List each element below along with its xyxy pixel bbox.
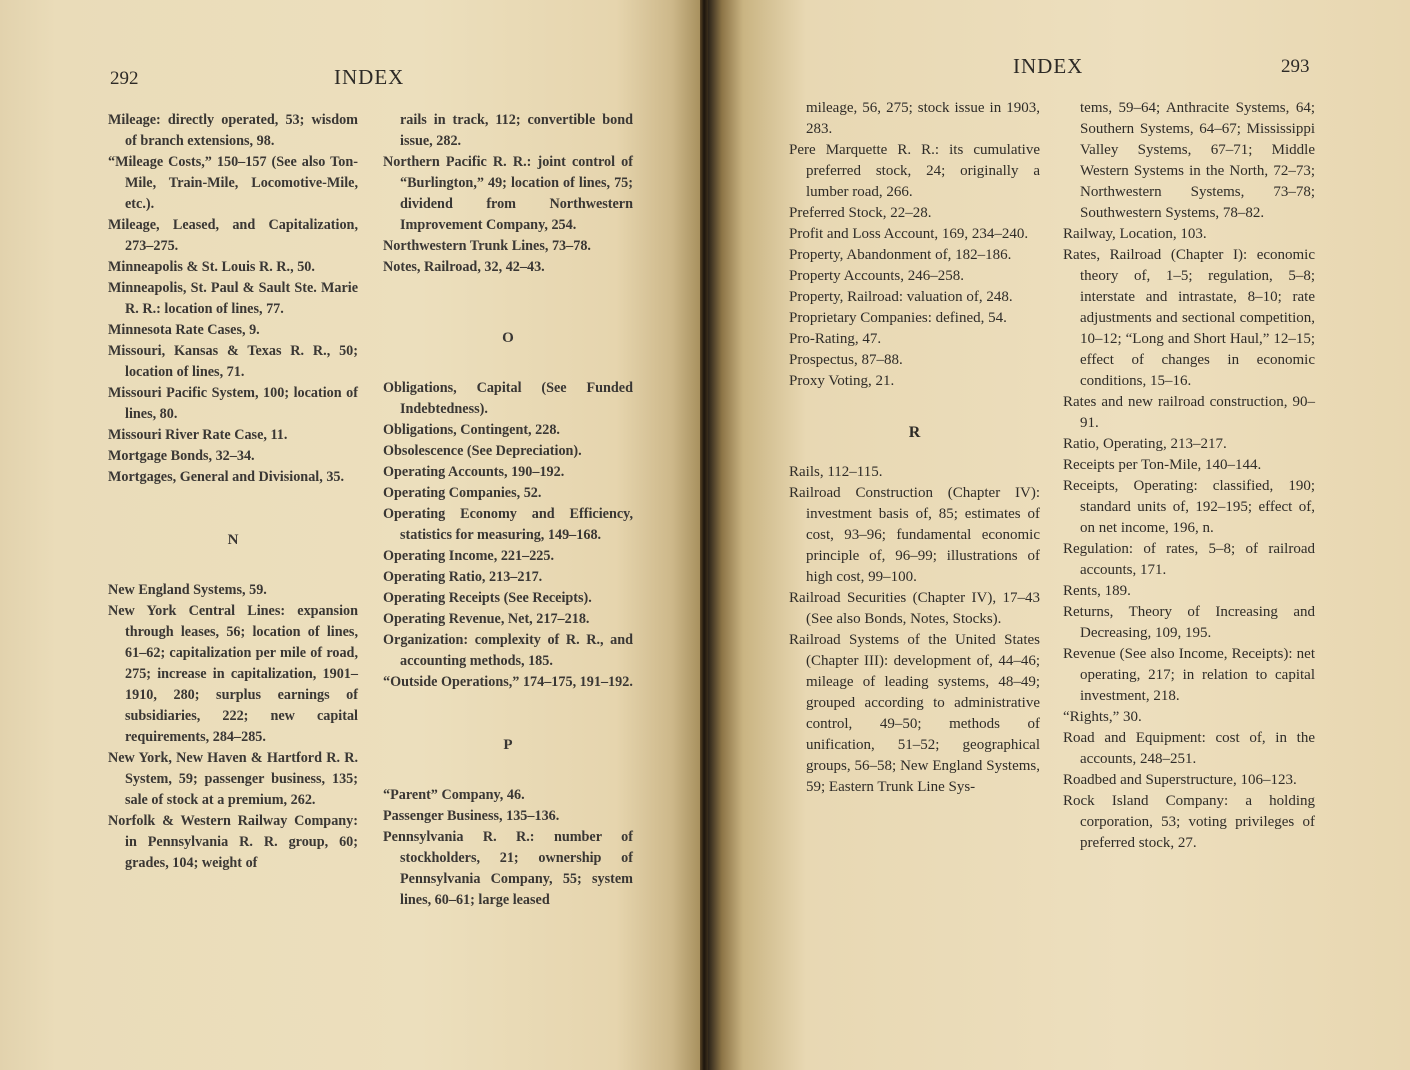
index-entry: Proxy Voting, 21. bbox=[789, 373, 895, 389]
index-entry-continued: tems, 59–64; Anthracite Systems, 64; Southern Systems, 64–67; Mississippi Valley Systems, 67–71; Middle Western Systems in the North, 72–73; Northwestern Systems, 73–78; Southwestern Systems, 78–82. bbox=[1080, 100, 1315, 221]
index-entry: Notes, Railroad, 32, 42–43. bbox=[383, 259, 545, 275]
index-entry: Receipts per Ton-Mile, 140–144. bbox=[1063, 457, 1262, 473]
index-entry: Preferred Stock, 22–28. bbox=[789, 205, 932, 221]
index-entry: Railroad Construction (Chapter IV): investment basis of, 85; estimates of cost, 93–96; fundamental economic principle of, 96–99; illustrations of high cost, 99–100. bbox=[789, 485, 1040, 585]
index-entry: Property, Abandonment of, 182–186. bbox=[789, 247, 1012, 263]
index-entry: “Parent” Company, 46. bbox=[383, 787, 525, 803]
index-entry: Operating Receipts (See Receipts). bbox=[383, 590, 592, 606]
index-entry: Operating Companies, 52. bbox=[383, 485, 542, 501]
index-entry: Obsolescence (See Depreciation). bbox=[383, 443, 582, 459]
index-entry: Pennsylvania R. R.: number of stockholders, 21; ownership of Pennsylvania Company, 55; system lines, 60–61; large leased bbox=[383, 829, 633, 908]
index-column-right-2 bbox=[1063, 98, 1315, 854]
index-column-left-1 bbox=[108, 110, 358, 874]
index-entry: “Outside Operations,” 174–175, 191–192. bbox=[383, 674, 633, 690]
index-entry: Passenger Business, 135–136. bbox=[383, 808, 560, 824]
index-entry: “Rights,” 30. bbox=[1063, 709, 1142, 725]
index-entry: Rates and new railroad construction, 90–91. bbox=[1063, 394, 1315, 431]
section-letter-n: N bbox=[227, 532, 239, 548]
section-letter-o: O bbox=[502, 330, 514, 346]
index-entry: Returns, Theory of Increasing and Decreasing, 109, 195. bbox=[1063, 604, 1315, 641]
index-entry: Rents, 189. bbox=[1063, 583, 1131, 599]
index-entry: Roadbed and Superstructure, 106–123. bbox=[1063, 772, 1297, 788]
index-entry: Profit and Loss Account, 169, 234–240. bbox=[789, 226, 1029, 242]
index-entry: Property, Railroad: valuation of, 248. bbox=[789, 289, 1013, 305]
index-entry: Operating Ratio, 213–217. bbox=[383, 569, 543, 585]
index-entry: “Mileage Costs,” 150–157 (See also Ton-Mile, Train-Mile, Locomotive-Mile, etc.). bbox=[108, 154, 358, 212]
index-entry: Operating Accounts, 190–192. bbox=[383, 464, 565, 480]
page-number: 293 bbox=[1281, 56, 1310, 77]
index-entry: Northwestern Trunk Lines, 73–78. bbox=[383, 238, 591, 254]
index-entry: Railway, Location, 103. bbox=[1063, 226, 1207, 242]
index-entry: Rock Island Company: a holding corporation, 53; voting privileges of preferred stock, 27. bbox=[1063, 793, 1315, 851]
index-entry: Organization: complexity of R. R., and accounting methods, 185. bbox=[383, 632, 633, 669]
index-entry: Missouri River Rate Case, 11. bbox=[108, 427, 288, 443]
index-entry: Revenue (See also Income, Receipts): net operating, 217; in relation to capital investment, 218. bbox=[1063, 646, 1315, 704]
index-entry: Pro-Rating, 47. bbox=[789, 331, 882, 347]
index-entry: Pere Marquette R. R.: its cumulative preferred stock, 24; originally a lumber road, 266. bbox=[789, 142, 1040, 200]
index-entry: Mortgage Bonds, 32–34. bbox=[108, 448, 255, 464]
section-letter-r: R bbox=[908, 424, 921, 441]
index-entry: New York Central Lines: expansion through leases, 56; location of lines, 61–62; capitalization per mile of road, 275; increase in capitalization, 1901–1910, 280; surplus earnings of subsidiaries, 222; new capital requirements, 284–285. bbox=[108, 603, 358, 745]
index-entry: Operating Income, 221–225. bbox=[383, 548, 555, 564]
index-column-right-1 bbox=[789, 98, 1040, 798]
index-entry-continued: mileage, 56, 275; stock issue in 1903, 283. bbox=[806, 100, 1040, 137]
running-title: INDEX bbox=[334, 65, 405, 89]
index-entry: Prospectus, 87–88. bbox=[789, 352, 903, 368]
running-title: INDEX bbox=[1013, 54, 1084, 78]
index-entry: Mileage, Leased, and Capitalization, 273–275. bbox=[108, 217, 358, 254]
index-entry: Missouri Pacific System, 100; location of lines, 80. bbox=[108, 385, 358, 422]
index-entry: Mileage: directly operated, 53; wisdom of branch extensions, 98. bbox=[108, 112, 358, 149]
index-entry: Missouri, Kansas & Texas R. R., 50; location of lines, 71. bbox=[108, 343, 358, 380]
index-entry: Mortgages, General and Divisional, 35. bbox=[108, 469, 345, 485]
index-entry: Northern Pacific R. R.: joint control of “Burlington,” 49; location of lines, 75; dividend from Northwestern Improvement Company, 254. bbox=[383, 154, 633, 233]
index-entry: Receipts, Operating: classified, 190; standard units of, 192–195; effect of, on net income, 196, n. bbox=[1063, 478, 1315, 536]
section-letter-p: P bbox=[503, 737, 513, 753]
index-entry: Rails, 112–115. bbox=[789, 464, 883, 480]
index-entry: Regulation: of rates, 5–8; of railroad accounts, 171. bbox=[1063, 541, 1315, 578]
index-entry: Obligations, Capital (See Funded Indebtedness). bbox=[383, 380, 633, 417]
book-gutter bbox=[700, 0, 708, 1070]
index-entry: New York, New Haven & Hartford R. R. System, 59; passenger business, 135; sale of stock at a premium, 262. bbox=[108, 750, 358, 808]
index-entry: Obligations, Contingent, 228. bbox=[383, 422, 560, 438]
index-entry: New England Systems, 59. bbox=[108, 582, 267, 598]
right-page bbox=[708, 0, 1410, 1070]
left-page bbox=[0, 0, 700, 1070]
index-entry: Road and Equipment: cost of, in the accounts, 248–251. bbox=[1063, 730, 1315, 767]
page-number: 292 bbox=[110, 68, 139, 89]
index-entry: Property Accounts, 246–258. bbox=[789, 268, 964, 284]
index-entry: Ratio, Operating, 213–217. bbox=[1063, 436, 1227, 452]
index-entry: Proprietary Companies: defined, 54. bbox=[789, 310, 1007, 326]
index-entry: Minneapolis, St. Paul & Sault Ste. Marie R. R.: location of lines, 77. bbox=[108, 280, 358, 317]
index-entry: Railroad Securities (Chapter IV), 17–43 (See also Bonds, Notes, Stocks). bbox=[789, 590, 1040, 627]
index-entry: Norfolk & Western Railway Company: in Pennsylvania R. R. group, 60; grades, 104; weight of bbox=[108, 813, 358, 871]
index-column-left-2 bbox=[383, 110, 633, 911]
index-entry-continued: rails in track, 112; convertible bond issue, 282. bbox=[400, 112, 633, 149]
index-entry: Minnesota Rate Cases, 9. bbox=[108, 322, 260, 338]
index-entry: Operating Economy and Efficiency, statistics for measuring, 149–168. bbox=[383, 506, 633, 543]
index-entry: Railroad Systems of the United States (Chapter III): development of, 44–46; mileage of leading systems, 48–49; grouped according to administrative control, 49–50; methods of unification, 51–52; geographical groups, 56–58; New England Systems, 59; Eastern Trunk Line Sys- bbox=[789, 632, 1040, 795]
index-entry: Operating Revenue, Net, 217–218. bbox=[383, 611, 590, 627]
index-entry: Minneapolis & St. Louis R. R., 50. bbox=[108, 259, 315, 275]
index-entry: Rates, Railroad (Chapter I): economic theory of, 1–5; regulation, 5–8; interstate and intrastate, 8–10; rate adjustments and sectional competition, 10–12; “Long and Short Haul,” 12–15; effect of changes in economic conditions, 15–16. bbox=[1063, 247, 1315, 389]
